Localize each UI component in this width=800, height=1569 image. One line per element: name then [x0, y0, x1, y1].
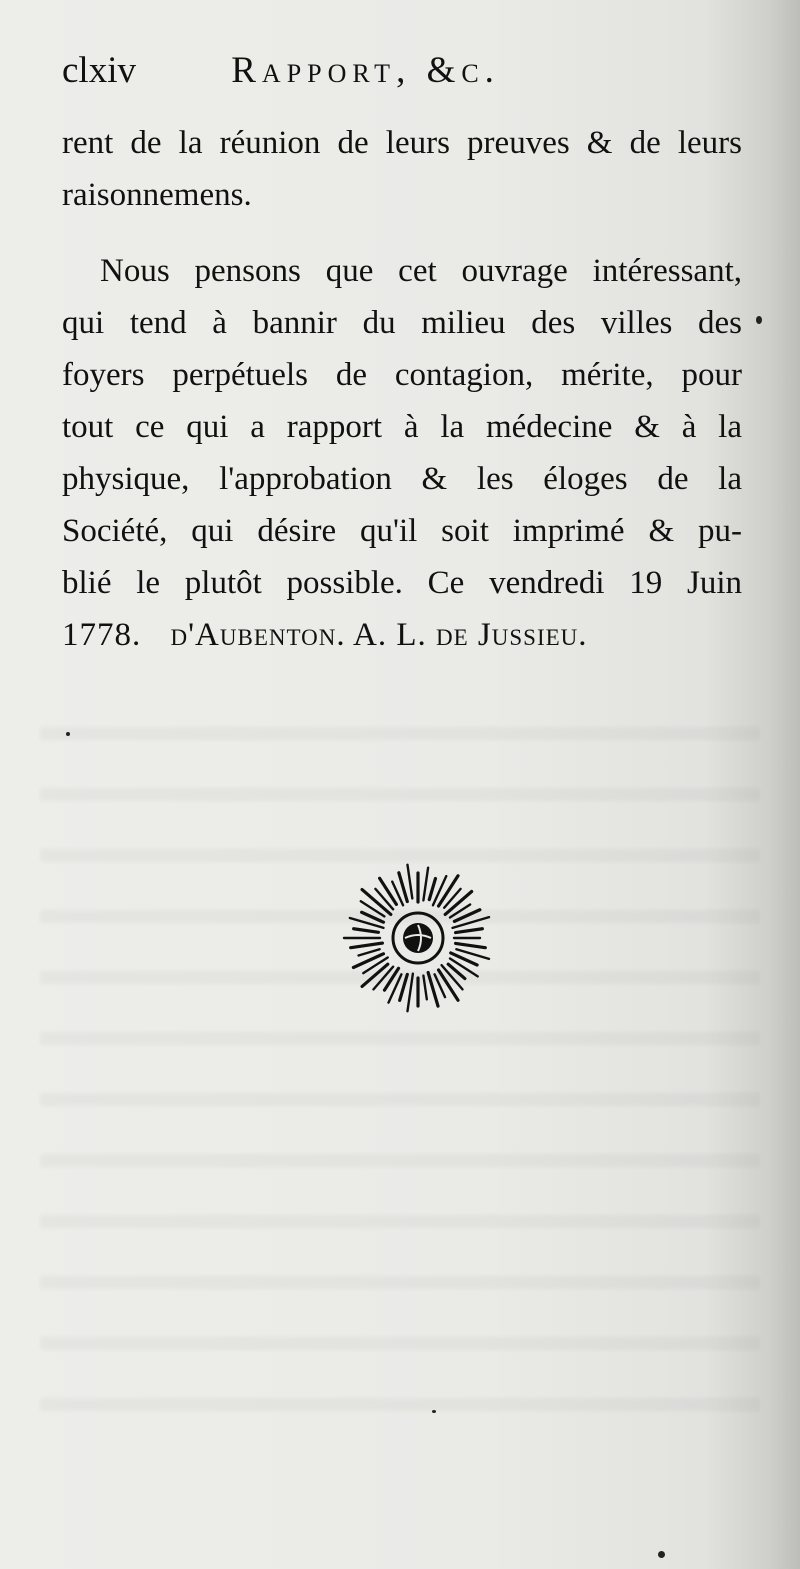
text-line: tout ce qui a rapport à la médecine & à la — [62, 409, 742, 445]
text-line: Société, qui désire qu'il soit imprimé & pu- — [62, 513, 742, 549]
signature-line — [62, 609, 742, 661]
text-line: foyers perpétuels de contagion, mérite, pour — [62, 357, 742, 393]
ink-speck — [756, 316, 762, 324]
text-line: raisonnemens. — [62, 177, 252, 213]
running-title: Rapport, &c. — [231, 50, 500, 91]
sunburst-fleuron-icon — [338, 858, 498, 1018]
page-number: clxiv — [62, 50, 136, 91]
ink-speck — [66, 732, 70, 736]
text-line: blié le plutôt possible. Ce vendredi 19 Juin — [62, 565, 742, 601]
running-head — [62, 52, 500, 89]
text-line: qui tend à bannir du milieu des villes des — [62, 305, 742, 341]
text-line: Nous pensons que cet ouvrage intéressant, — [100, 253, 742, 289]
text-line: physique, l'approbation & les éloges de la — [62, 461, 742, 497]
paragraph-gap — [62, 221, 742, 245]
show-through-text — [40, 680, 760, 1449]
signature-year: 1778. — [62, 617, 142, 653]
body-text — [62, 117, 742, 661]
ink-speck — [658, 1551, 665, 1558]
ink-speck — [432, 1410, 436, 1413]
signature-names: d'Aubenton. A. L. de Jussieu. — [170, 617, 588, 653]
text-line: rent de la réunion de leurs preuves & de leurs — [62, 125, 742, 161]
